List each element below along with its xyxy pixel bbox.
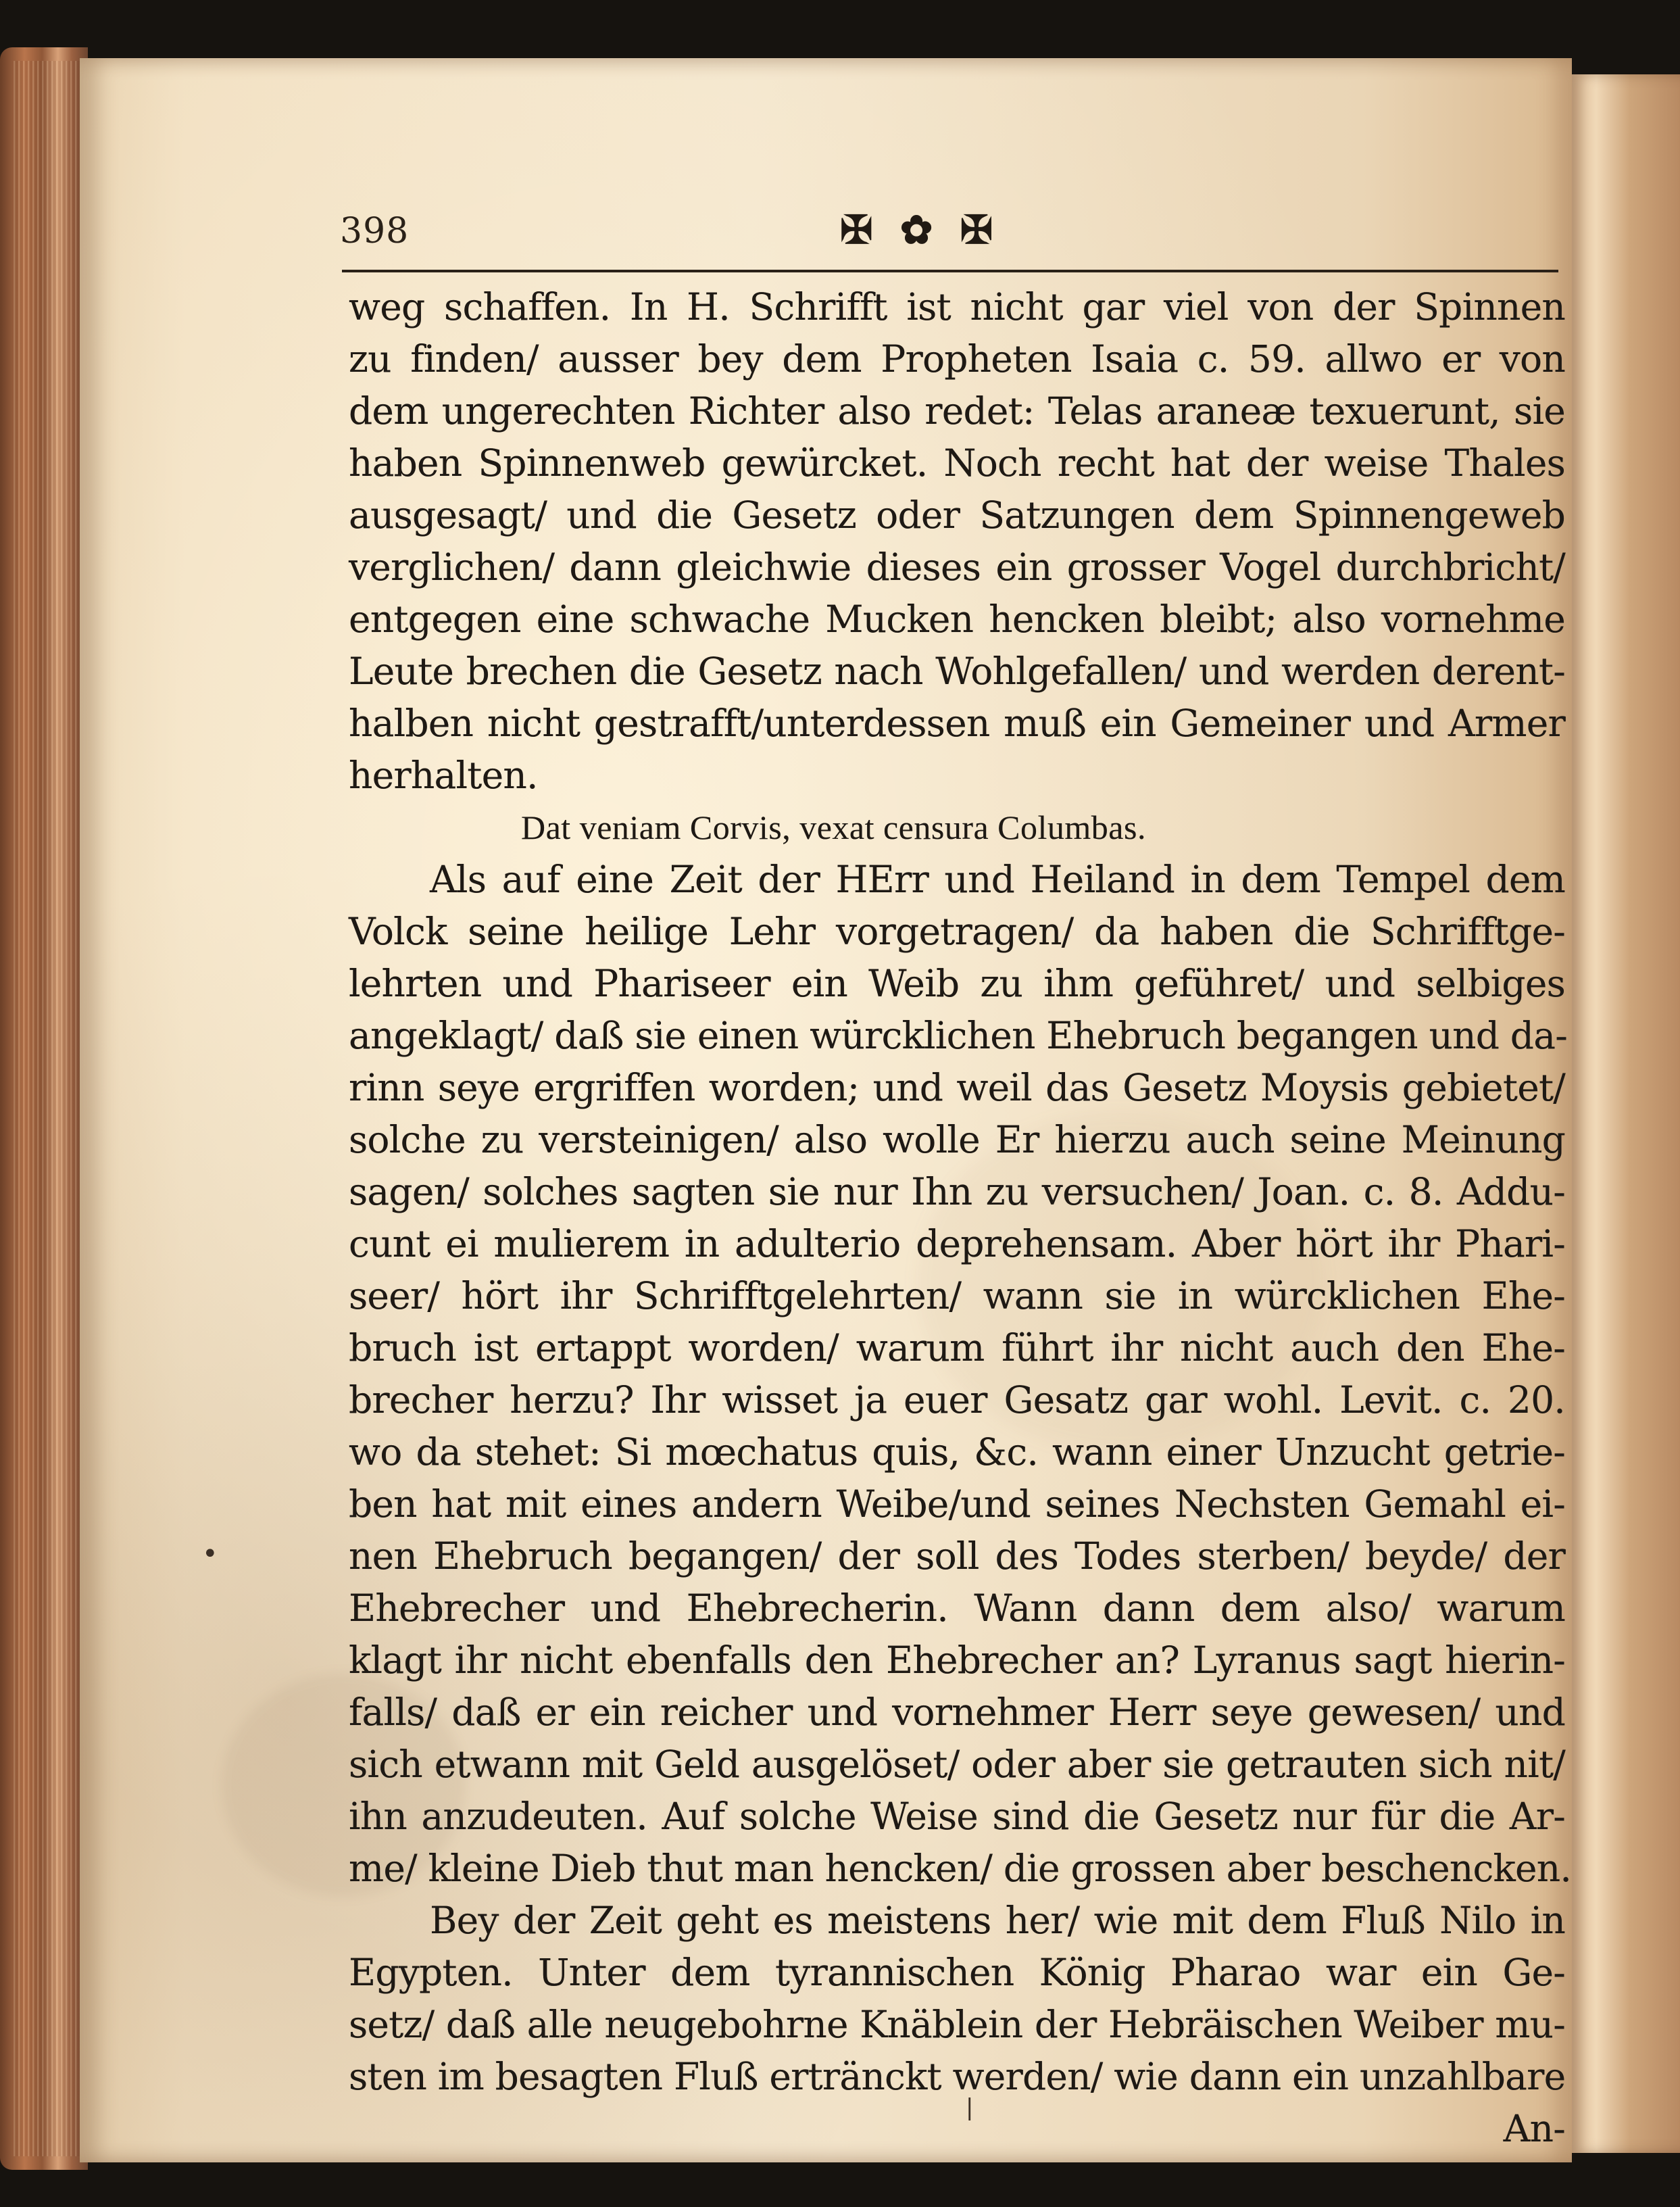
text-line: weg schaffen. In H. Schrifft ist nicht gar viel von der Spinnen (349, 285, 1565, 329)
text-line: nen Ehebruch begangen/ der soll des Todes sterben/ beyde/ der (349, 1534, 1565, 1578)
text-line: seer/ hört ihr Schrifftgelehrten/ wann sie in würcklichen Ehe- (349, 1274, 1565, 1317)
text-line: Egypten. Unter dem tyrannischen König Pharao war ein Ge- (349, 1951, 1565, 1994)
text-line: falls/ daß er ein reicher und vornehmer Herr seye gewesen/ und (349, 1691, 1565, 1734)
text-line: Als auf eine Zeit der HErr und Heiland in dem Tempel dem (430, 858, 1565, 901)
text-line: setz/ daß alle neugebohrne Knäblein der Hebräischen Weiber mu- (349, 2003, 1565, 2046)
text-line: solche zu versteinigen/ also wolle Er hierzu auch seine Meinung (349, 1118, 1565, 1161)
text-line: verglichen/ dann gleichwie dieses ein grosser Vogel durchbricht/ (349, 545, 1565, 589)
text-line: me/ kleine Dieb thut man hencken/ die grossen aber beschencken. (349, 1847, 1572, 1890)
text-line: Bey der Zeit geht es meistens her/ wie mit dem Fluß Nilo in (430, 1899, 1565, 1942)
text-line: Leute brechen die Gesetz nach Wohlgefallen/ und werden derent- (349, 650, 1565, 693)
paper-spot: | (966, 2094, 974, 2121)
text-line: cunt ei mulierem in adulterio deprehensam. Aber hört ihr Phari- (349, 1222, 1565, 1265)
catchword: An- (1503, 2107, 1565, 2150)
text-line: ben hat mit eines andern Weibe/und seines Nechsten Gemahl ei- (349, 1482, 1565, 1526)
text-line: brecher herzu? Ihr wisset ja euer Gesatz gar wohl. Levit. c. 20. (349, 1378, 1565, 1422)
printed-page (80, 58, 1572, 2162)
page-stack-edge (14, 61, 81, 2156)
text-line: dem ungerechten Richter also redet: Telas araneæ texuerunt, sie (349, 389, 1565, 433)
paper-spot: • (202, 1538, 218, 1570)
text-line: sagen/ solches sagten sie nur Ihn zu versuchen/ Joan. c. 8. Addu- (349, 1170, 1565, 1213)
text-line: angeklagt/ daß sie einen würcklichen Ehebruch begangen und da- (349, 1014, 1567, 1057)
text-line: wo da stehet: Si mœchatus quis, &c. wann einer Unzucht getrie- (349, 1430, 1565, 1474)
text-line: entgegen eine schwache Mucken hencken bleibt; also vornehme (349, 598, 1565, 641)
text-line: herhalten. (349, 754, 538, 797)
text-line: halben nicht gestrafft/unterdessen muß ein Gemeiner und Armer (349, 702, 1565, 745)
text-line: zu finden/ ausser bey dem Propheten Isaia c. 59. allwo er von (349, 337, 1565, 381)
latin-quotation: Dat veniam Corvis, vexat censura Columbas. (521, 808, 1146, 846)
right-page-edge (1568, 74, 1680, 2153)
text-line: haben Spinnenweb gewürcket. Noch recht hat der weise Thales (349, 441, 1565, 485)
text-line: rinn seye ergriffen worden; und weil das Gesetz Moysis gebietet/ (349, 1066, 1565, 1109)
text-line: klagt ihr nicht ebenfalls den Ehebrecher an? Lyranus sagt hierin- (349, 1639, 1565, 1682)
text-line: lehrten und Phariseer ein Weib zu ihm geführet/ und selbiges (349, 962, 1565, 1005)
text-line: bruch ist ertappt worden/ warum führt ihr nicht auch den Ehe- (349, 1326, 1565, 1369)
page-number: 398 (340, 211, 410, 251)
header-ornament: ✠ ✿ ✠ (840, 207, 1000, 253)
header-rule (342, 270, 1558, 272)
text-line: ihn anzudeuten. Auf solche Weise sind die Gesetz nur für die Ar- (349, 1795, 1565, 1838)
text-line: sich etwann mit Geld ausgelöset/ oder aber sie getrauten sich nit/ (349, 1743, 1565, 1786)
body-text (349, 281, 1572, 2155)
text-line: Ehebrecher und Ehebrecherin. Wann dann dem also/ warum (349, 1586, 1565, 1630)
text-line: Volck seine heilige Lehr vorgetragen/ da haben die Schrifftge- (349, 910, 1565, 953)
text-line: sten im besagten Fluß ertränckt werden/ wie dann ein unzahlbare (349, 2055, 1566, 2098)
text-line: ausgesagt/ und die Gesetz oder Satzungen dem Spinnengeweb (349, 493, 1565, 537)
